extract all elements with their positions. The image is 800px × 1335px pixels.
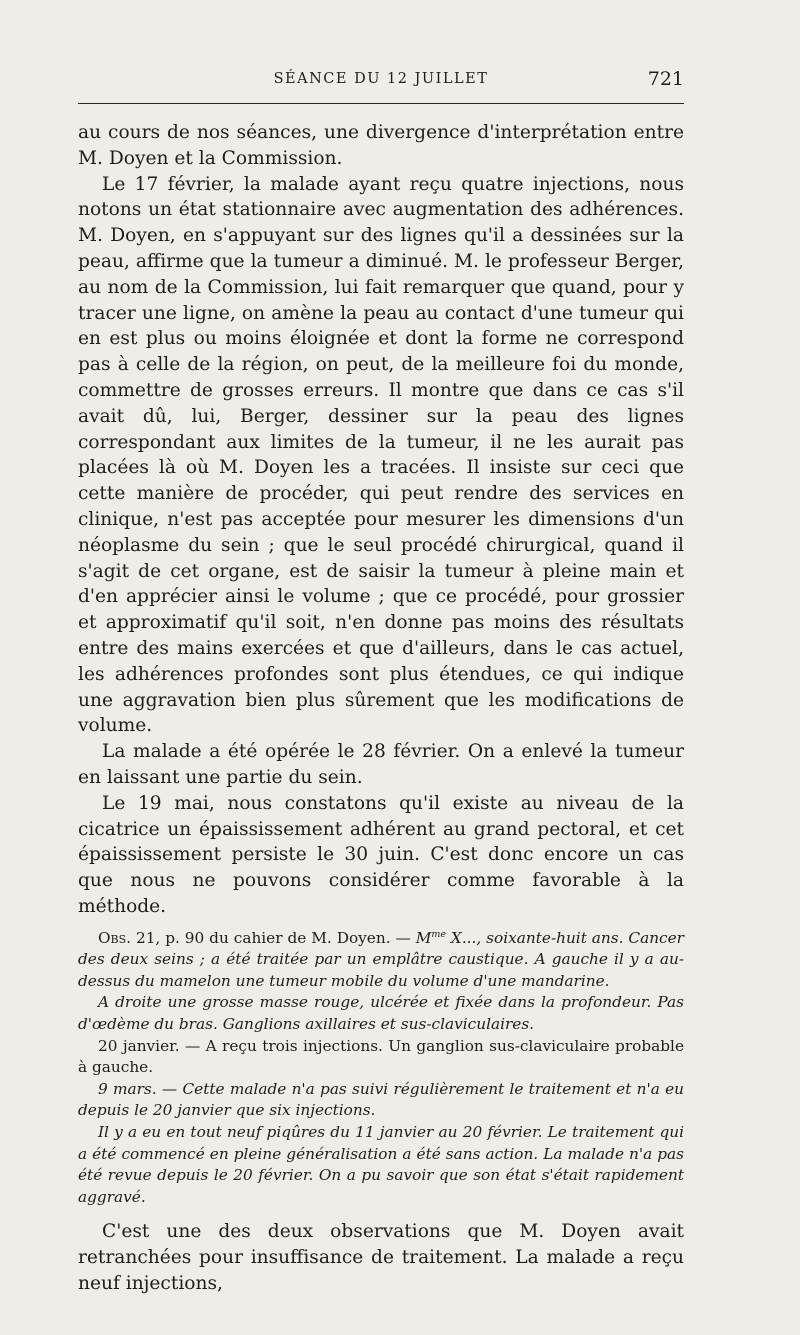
observation-right-side: A droite une grosse masse rouge, ulcérée et fixée dans la profondeur. Pas d'œdème du bras. Ganglions axillaires et sus-claviculaires. — [78, 993, 684, 1034]
obs-label: Obs. — [98, 928, 132, 947]
running-title: SÉANCE DU 12 JUILLET — [273, 71, 489, 87]
observation-piqures: Il y a eu en tout neuf piqûres du 11 janvier au 20 février. Le traitement qui a été commencé en pleine généralisation a été sans action. La malade n'a pas été revue depuis le 20 février. On a pu savoir que son état s'était rapidement aggravé. — [78, 1123, 684, 1206]
patient-m: M — [415, 928, 432, 947]
paragraph-operation: La malade a été opérée le 28 février. On a enlevé la tumeur en laissant une partie du sein. — [78, 741, 684, 788]
paragraph-continued: au cours de nos séances, une divergence d'interprétation entre M. Doyen et la Commission. — [78, 122, 684, 169]
main-text — [78, 120, 684, 920]
observation-block — [78, 928, 684, 1209]
observation-heading — [78, 928, 684, 993]
observation-9-mars: 9 mars. — Cette malade n'a pas suivi régulièrement le traitement et n'a eu depuis le 20 janvier que six injections. — [78, 1079, 684, 1120]
obs-reference: 21, p. 90 du cahier de M. Doyen. — — [135, 928, 411, 947]
page-header — [78, 68, 684, 92]
page-text — [78, 120, 684, 1297]
closing-text — [78, 1219, 684, 1296]
paragraph-17-fevrier: Le 17 février, la malade ayant reçu quatre injections, nous notons un état stationnaire avec augmentation des adhérences. M. Doyen, en s'appuyant sur des lignes qu'il a dessinées sur la peau, affirme que la tumeur a diminué. M. le professeur Berger, au nom de la Commission, lui fait remarquer que quand, pour y tracer une ligne, on amène la peau au contact d'une tumeur qui en est plus ou moins éloignée et dont la forme ne correspond pas à celle de la région, on peut, de la meilleure foi du monde, commettre de grosses erreurs. Il montre que dans ce cas s'il avait dû, lui, Berger, dessiner sur la peau des lignes correspondant aux limites de la tumeur, il ne les aurait pas placées là où M. Doyen les a tracées. Il insiste sur ceci que cette manière de procéder, qui peut rendre des services en clinique, n'est pas acceptée pour mesurer les dimensions d'un néoplasme du sein ; que le seul procédé chirurgical, quand il s'agit de cet organe, est de saisir la tumeur à pleine main et d'en apprécier ainsi le volume ; que ce procédé, pour grossier et approximatif qu'il soit, n'en donne pas moins des résultats entre des mains exercées et que d'ailleurs, dans le cas actuel, les adhérences profondes sont plus étendues, ce qui indique une aggravation bien plus sûrement que les modifications de volume. — [78, 173, 684, 737]
paragraph-closing: C'est une des deux observations que M. Doyen avait retranchées pour insuffisance de traitement. La malade a reçu neuf injections, — [78, 1221, 684, 1295]
paragraph-19-mai: Le 19 mai, nous constatons qu'il existe au niveau de la cicatrice un épaississement adhérent au grand pectoral, et cet épaississement persiste le 30 juin. C'est donc encore un cas que nous ne pouvons considérer comme favorable à la méthode. — [78, 792, 684, 917]
header-rule — [78, 103, 684, 104]
observation-20-janvier: 20 janvier. — A reçu trois injections. Un ganglion sus-claviculaire probable à gauche. — [78, 1036, 684, 1077]
page-number: 721 — [647, 68, 684, 90]
patient-sup: me — [431, 928, 446, 940]
patient-description: X..., soixante-huit ans. Cancer des deux seins ; a été traitée par un emplâtre caustique. A gauche il y a au-dessus du mamelon une tumeur mobile du volume d'une mandarine. — [78, 928, 684, 990]
